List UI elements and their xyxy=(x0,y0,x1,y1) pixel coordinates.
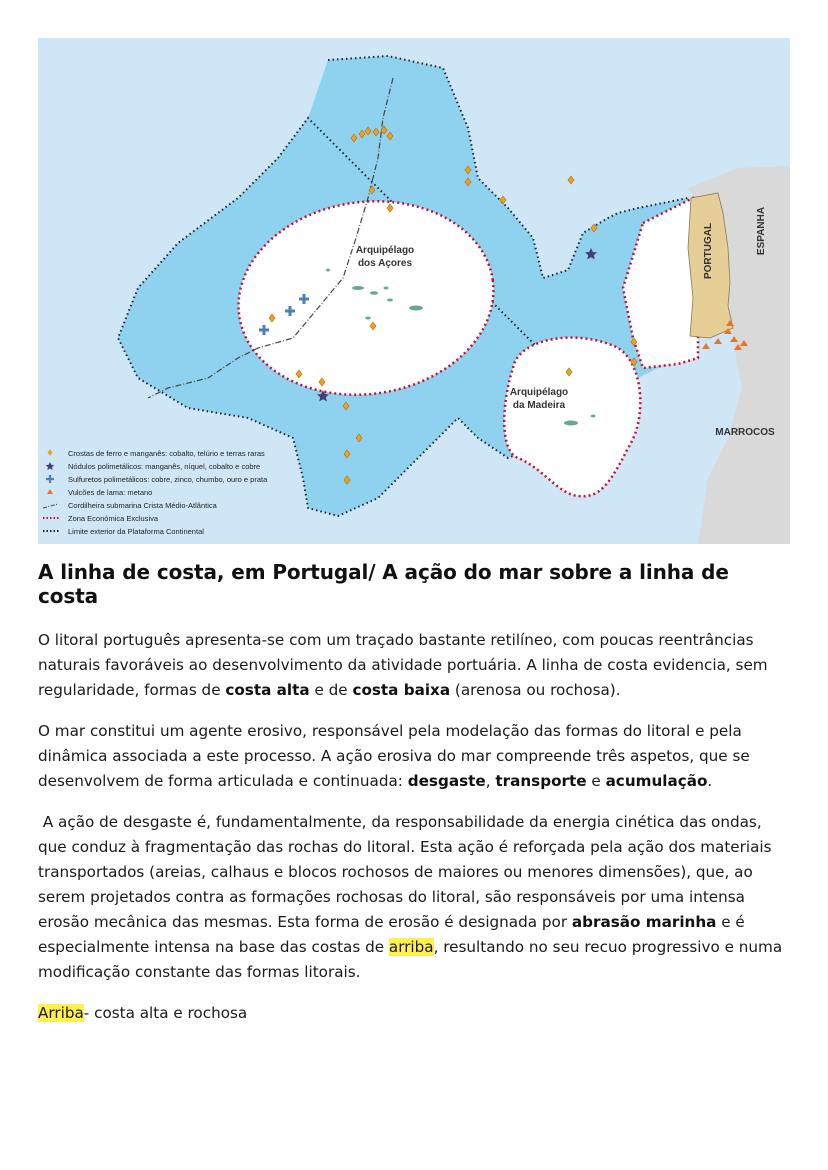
highlighted-term: Arriba xyxy=(38,1004,84,1022)
article-title: A linha de costa, em Portugal/ A ação do mar sobre a linha de costa xyxy=(38,560,729,608)
azores-label-line1: Arquipélago xyxy=(355,245,415,256)
text: e de xyxy=(309,681,353,699)
bold-term: costa alta xyxy=(225,681,310,699)
azores-label-line2: dos Açores xyxy=(357,258,413,269)
text: (arenosa ou rochosa). xyxy=(450,681,621,699)
legend-text: Limite exterior da Plataforma Continental xyxy=(68,527,204,536)
legend-text: Nódulos polimetálicos: manganês, níquel, cobalto e cobre xyxy=(68,462,261,471)
bold-term: desgaste xyxy=(407,772,486,790)
madeira-label-line1: Arquipélago xyxy=(509,387,569,398)
paragraph-1 xyxy=(38,628,790,703)
bold-term: costa baixa xyxy=(352,681,451,699)
legend-item-shelf-limit xyxy=(43,527,204,536)
bold-term: abrasão marinha xyxy=(571,913,717,931)
text: O litoral português apresenta-se com um traçado bastante retilíneo, com poucas reentrâncias naturais favoráveis ao desenvolvimento da atividade portuária. A linha de costa evidencia, sem regularidade, formas de xyxy=(38,631,768,699)
paragraph-3 xyxy=(38,810,790,985)
bold-term: transporte xyxy=(495,772,587,790)
portugal-label: PORTUGAL xyxy=(703,222,714,280)
madeira-label-line2: da Madeira xyxy=(512,400,566,411)
text: , xyxy=(485,772,496,790)
text: e é especialmente intensa na base das costas de xyxy=(38,913,750,956)
legend-item-sulphides xyxy=(46,475,268,484)
legend-text: Zona Económica Exclusiva xyxy=(68,514,159,523)
legend-text: Crostas de ferro e manganês: cobalto, telúrio e terras raras xyxy=(68,449,265,458)
espanha-label: ESPANHA xyxy=(756,206,767,256)
text: e xyxy=(586,772,606,790)
bold-term: acumulação xyxy=(605,772,708,790)
article xyxy=(38,560,790,1042)
portugal-maritime-map xyxy=(38,38,790,544)
legend-item-ridge xyxy=(43,501,218,510)
text: - costa alta e rochosa xyxy=(83,1004,248,1022)
legend-text: Vulcões de lama: metano xyxy=(68,488,153,497)
text: A ação de desgaste é, fundamentalmente, da responsabilidade da energia cinética das ondas, que conduz à fragmentação das rochas do litoral. Esta ação é reforçada pela ação dos materiais transportados (areias, calhaus e blocos rochosos de maiores ou menores dimensões), que, ao serem projetados contra as formações rochosas do litoral, são responsáveis por uma intensa erosão mecânica das mesmas. Esta forma de erosão é designada por xyxy=(38,813,777,931)
definition xyxy=(38,1001,790,1026)
legend-item-nodules xyxy=(46,462,261,471)
legend-text: Cordilheira submarina Crista Médio-Atlântica xyxy=(68,501,217,510)
legend-item-crusts xyxy=(48,449,266,458)
text: O mar constitui um agente erosivo, responsável pela modelação das formas do litoral e pela dinâmica associada a este processo. A ação erosiva do mar compreende três aspetos, que se desenvolvem de forma articulada e continuada: xyxy=(38,722,750,790)
text: . xyxy=(707,772,713,790)
text: , resultando no seu recuo progressivo e numa modificação constante das formas litorais. xyxy=(38,938,787,981)
marrocos-label: MARROCOS xyxy=(715,427,775,438)
highlighted-term: arriba xyxy=(388,938,434,956)
legend-text: Sulfuretos polimetálicos: cobre, zinco, chumbo, ouro e prata xyxy=(68,475,268,484)
paragraph-2 xyxy=(38,719,790,794)
